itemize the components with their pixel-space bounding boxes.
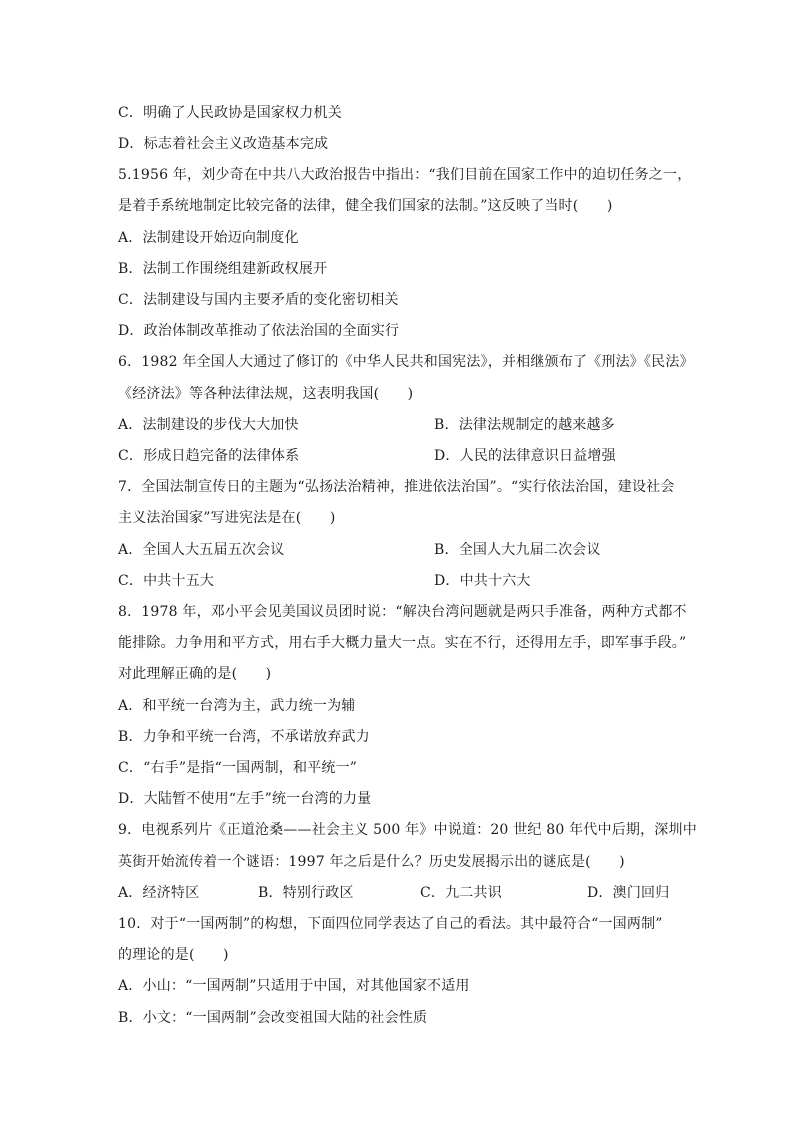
q7-option-a: A．全国人大五届五次会议 [118,542,285,558]
q8-option-c: C．“右手”是指“一国两制，和平统一” [118,760,358,776]
q9-option-c: C．九二共识 [420,885,502,901]
q8-stem-line2: 能排除。力争用和平方式，用右手大概力量大一点。实在不行，还得用左手，即军事手段。” [118,635,687,651]
q4-option-d: D．标志着社会主义改造基本完成 [118,136,329,152]
q7-option-c: C．中共十五大 [118,573,215,589]
q5-stem-line2: 是着手系统地制定比较完备的法律，健全我们国家的法制。”这反映了当时( ) [118,198,613,214]
q8-option-a: A．和平统一台湾为主，武力统一为辅 [118,698,356,714]
q6-option-d: D．人民的法律意识日益增强 [434,448,616,464]
q9-option-a: A．经济特区 [118,885,200,901]
q10-option-a: A．小山：“一国两制”只适用于中国，对其他国家不适用 [118,978,470,994]
q6-option-b: B．法律法规制定的越来越多 [434,417,615,433]
q8-stem-line1: 8．1978 年，邓小平会见美国议员团时说：“解决台湾问题就是两只手准备，两种方式都不 [118,604,687,620]
q5-option-b: B．法制工作围绕组建新政权展开 [118,261,328,277]
q8-option-b: B．力争和平统一台湾，不承诺放弃武力 [118,729,370,745]
q10-stem-line2: 的理论的是( ) [118,947,229,963]
q6-option-a: A．法制建设的步伐大大加快 [118,417,299,433]
q9-option-d: D．澳门回归 [587,885,670,901]
q6-stem-line2: 《经济法》等各种法律法规，这表明我国( ) [118,386,414,402]
q6-stem-line1: 6．1982 年全国人大通过了修订的《中华人民共和国宪法》，并相继颁布了《刑法》《民法》 [118,354,694,370]
q10-option-b: B．小文：“一国两制”会改变祖国大陆的社会性质 [118,1010,428,1026]
q5-stem-line1: 5.1956 年，刘少奇在中共八大政治报告中指出：“我们目前在国家工作中的迫切任务之一， [118,167,692,183]
q5-option-c: C．法制建设与国内主要矛盾的变化密切相关 [118,292,399,308]
q5-option-d: D．政治体制改革推动了依法治国的全面实行 [118,323,400,339]
q9-option-b: B．特别行政区 [258,885,354,901]
q7-option-d: D．中共十六大 [434,573,531,589]
q9-stem-line1: 9．电视系列片《正道沧桑——社会主义 500 年》中说道：20 世纪 80 年代中后期，深圳中 [118,822,697,838]
q7-option-b: B．全国人大九届二次会议 [434,542,601,558]
q8-option-d: D．大陆暂不使用“左手”统一台湾的力量 [118,791,372,807]
q4-option-c: C．明确了人民政协是国家权力机关 [118,105,342,121]
q7-stem-line1: 7．全国法制宣传日的主题为“弘扬法治精神，推进依法治国”。“实行依法治国，建设社会 [118,479,675,495]
q7-stem-line2: 主义法治国家”写进宪法是在( ) [118,510,336,526]
q6-option-c: C．形成日趋完备的法律体系 [118,448,300,464]
q8-stem-line3: 对此理解正确的是( ) [118,666,272,682]
q10-stem-line1: 10．对于“一国两制”的构想，下面四位同学表达了自己的看法。其中最符合“一国两制” [118,916,663,932]
q5-option-a: A．法制建设开始迈向制度化 [118,230,299,246]
q9-stem-line2: 英街开始流传着一个谜语：1997 年之后是什么？历史发展揭示出的谜底是( ) [118,854,625,870]
